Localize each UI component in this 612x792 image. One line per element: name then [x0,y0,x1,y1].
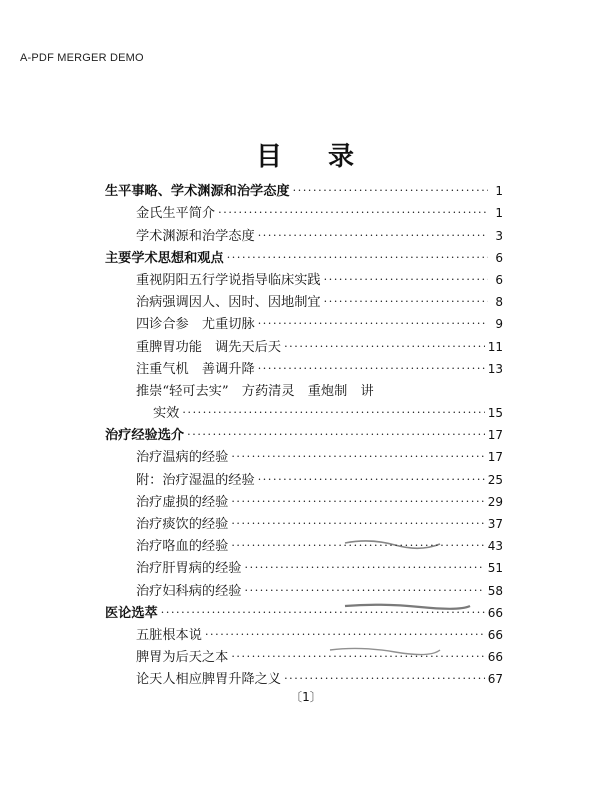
toc-page-number: 29 [487,494,503,509]
dot-leader [218,207,488,221]
toc-entry-title: 治疗经验选介 [105,428,185,444]
dot-leader [231,651,484,665]
toc-entry-title: 医论选萃 [105,605,158,621]
toc-entry-title: 治病强调因人、因时、因地制宜 [136,295,321,311]
dot-leader [258,474,485,488]
dot-leader [258,230,488,244]
toc-section [105,244,503,266]
toc-entry [105,576,503,598]
toc-entry [105,266,503,288]
dot-leader [293,185,488,199]
toc-entry [105,355,503,377]
toc-entry [105,199,503,221]
dot-leader [161,607,485,621]
toc-entry-title: 生平事略、学术渊源和治学态度 [105,184,290,200]
dot-leader [231,451,484,465]
toc-page-number: 15 [487,406,503,421]
toc-entry [105,221,503,243]
toc-entry [105,310,503,332]
toc-entry-title: 实效 [153,406,180,422]
toc-entry-title: 四诊合参 尤重切脉 [136,317,255,333]
table-of-contents [105,177,503,687]
toc-entry [105,643,503,665]
toc-entry [105,399,503,421]
toc-entry-title: 推崇“轻可去实” 方药清灵 重炮制 讲 [136,383,374,399]
toc-page-number: 37 [487,517,503,531]
watermark-text: A-PDF MERGER DEMO [20,52,144,64]
toc-entry-title: 金氏生平简介 [136,206,216,222]
dot-leader [245,562,485,576]
toc-entry-title: 治疗痰饮的经验 [136,517,229,532]
toc-entry-title: 注重气机 善调升降 [136,361,255,377]
toc-page-number: 66 [487,605,503,620]
toc-page-number: 6 [495,272,503,287]
toc-page-number: 8 [495,295,503,310]
toc-entry-title: 学术渊源和治学态度 [136,228,255,244]
page-number: 〔1〕 [290,690,322,704]
toc-entry-title: 主要学术思想和观点 [105,250,224,266]
toc-page-number: 25 [487,472,503,487]
toc-page-number: 9 [495,317,503,332]
toc-entry [105,532,503,554]
title-char-right: 录 [328,142,357,172]
toc-entry [105,443,503,465]
toc-entry-title: 附：治疗湿温的经验 [136,472,255,488]
toc-page-number: 43 [487,539,503,554]
toc-section [105,599,503,621]
dot-leader [258,318,488,332]
toc-page-number: 6 [495,250,503,265]
dot-leader [231,540,484,554]
toc-entry [105,488,503,510]
toc-page-number: 51 [487,561,503,576]
dot-leader [231,518,484,532]
toc-entry-title: 治疗妇科病的经验 [136,583,242,599]
toc-page-number: 17 [487,428,503,443]
toc-page-number: 1 [495,206,503,221]
toc-page-number: 11 [487,339,503,354]
toc-entry-title: 论天人相应脾胃升降之义 [136,672,282,688]
dot-leader [182,407,484,421]
title-char-left: 目 [255,142,284,172]
toc-entry-title: 治疗温病的经验 [136,450,229,466]
toc-entry-title: 脾胃为后天之本 [136,650,229,666]
dot-leader [245,585,485,599]
toc-page-number: 13 [487,361,503,376]
toc-page-number: 66 [487,650,503,665]
toc-entry [105,465,503,487]
toc-page-number: 17 [487,450,503,465]
dot-leader [284,341,485,355]
toc-section [105,177,503,199]
toc-entry [105,288,503,310]
toc-entry-title: 重视阴阳五行学说指导临床实践 [136,272,321,288]
page-title [0,136,612,173]
toc-entry-title: 治疗肝胃病的经验 [136,561,242,577]
toc-entry [105,510,503,532]
dot-leader [284,673,485,687]
toc-entry [105,377,503,399]
toc-section [105,421,503,443]
dot-leader [258,363,485,377]
dot-leader [205,629,485,643]
toc-page-number: 1 [495,184,503,199]
dot-leader [324,296,488,310]
toc-entry-title: 重脾胃功能 调先天后天 [136,339,282,355]
toc-page-number: 3 [495,228,503,243]
toc-page-number: 66 [487,627,503,642]
toc-entry-title: 治疗咯血的经验 [136,539,229,555]
dot-leader [227,252,488,266]
dot-leader [187,429,485,443]
toc-entry [105,665,503,687]
toc-entry-title: 五脏根本说 [136,627,202,643]
toc-page-number: 67 [487,672,503,687]
toc-entry [105,332,503,354]
dot-leader [324,274,488,288]
toc-entry-title: 治疗虚损的经验 [136,494,229,510]
toc-page-number: 58 [487,583,503,598]
toc-entry [105,554,503,576]
dot-leader [231,496,484,510]
toc-entry [105,621,503,643]
